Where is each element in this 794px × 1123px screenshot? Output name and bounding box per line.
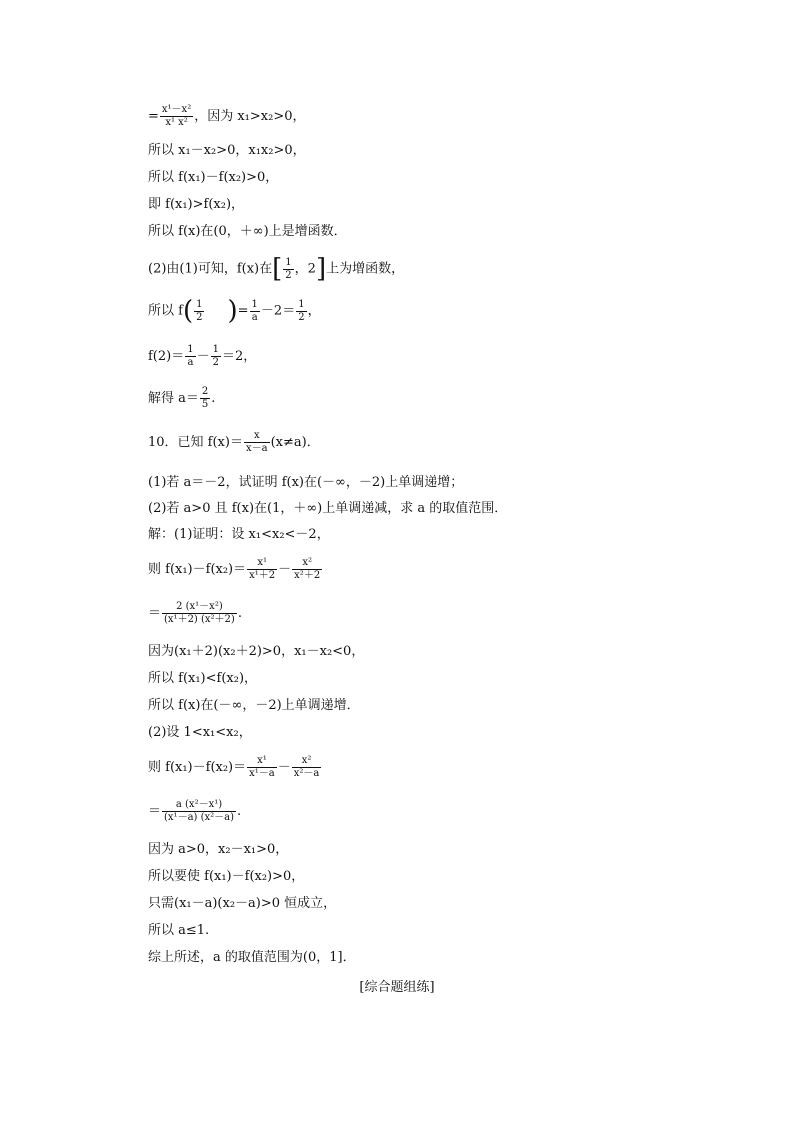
line-8: f(2)＝ $\frac{1}{a}$ － $\frac{1}{2}$ ＝2，	[148, 344, 257, 368]
line-18: 所以 f(x)在(－∞，－2)上单调递增．	[148, 698, 360, 713]
line-7: 所以 f( $\frac{1}{2}$ )= $\frac{1}{a}$ －2＝ $\frac{1}{2}$ ，	[148, 296, 321, 326]
problem-10-title: 10．已知 f(x)＝ $\frac{x}{x-a}$ (x≠a)．	[148, 430, 320, 454]
fraction: $\frac{\text{x²}}{\text{x²＋2}}$	[294, 557, 321, 581]
fraction: $\frac{2}{5}$	[201, 386, 209, 410]
line-9: 解得 a＝ $\frac{2}{5}$ .	[148, 386, 216, 410]
line-16: 因为(x₁＋2)(x₂＋2)>0，x₁－x₂<0，	[148, 644, 365, 659]
line-15: ＝ $\frac{\text{2 (x¹－x²)}}{\text{(x¹＋2) (x²＋2)}}$ .	[148, 601, 242, 625]
line-25: 所以 a≤1.	[148, 923, 210, 938]
line-4: 即 f(x₁)>f(x₂)，	[148, 197, 245, 212]
fraction: $\frac{\text{x²}}{\text{x²－a}}$	[293, 755, 320, 779]
fraction: $\frac{\text{x¹－x²}}{\text{x¹ x²}}$	[161, 104, 192, 128]
solution-start: 解：(1)证明：设 x₁<x₂<－2，	[148, 527, 330, 542]
line-5: 所以 f(x)在(0，＋∞)上是增函数．	[148, 224, 347, 239]
line-26: 综上所述，a 的取值范围为(0，1]．	[148, 950, 356, 965]
line-24: 只需(x₁－a)(x₂－a)>0 恒成立，	[148, 896, 337, 911]
fraction: $\frac{1}{2}$	[212, 344, 219, 368]
line-3: 所以 f(x₁)－f(x₂)>0，	[148, 170, 279, 185]
problem-10-part-2: (2)若 a>0 且 f(x)在(1，＋∞)上单调递减，求 a 的取值范围．	[148, 501, 508, 516]
line-20: 则 f(x₁)－f(x₂)＝ $\frac{\text{x¹}}{\text{x¹－a}}$ － $\frac{\text{x²}}{\text{x²－a}}$	[148, 755, 320, 779]
fraction: $\frac{x}{x-a}$	[245, 430, 268, 454]
line-17: 所以 f(x₁)<f(x₂)，	[148, 671, 258, 686]
line-2: 所以 x₁－x₂>0，x₁x₂>0，	[148, 143, 306, 158]
line-14: 则 f(x₁)－f(x₂)＝ $\frac{\text{x¹}}{\text{x¹＋2}}$ － $\frac{\text{x²}}{\text{x²＋2}}$	[148, 557, 321, 581]
problem-10-part-1: (1)若 a＝－2，试证明 f(x)在(－∞，－2)上单调递增；	[148, 475, 464, 490]
fraction: $\frac{1}{2}$	[298, 298, 305, 323]
line-6: (2)由(1)可知，f(x)在[ $\frac{1}{2}$ ，2]上为增函数，	[148, 254, 405, 284]
section-heading: [综合题组练]	[359, 980, 435, 995]
line-1: = $\frac{\text{x¹－x²}}{\text{x¹ x²}}$ ，因为 x₁>x₂>0，	[148, 104, 306, 128]
fraction: $\frac{1}{2}$	[285, 256, 292, 281]
line-21: ＝ $\frac{\text{a (x²－x¹)}}{\text{(x¹－a) (x²－a)}}$ .	[148, 799, 242, 823]
fraction: $\frac{\text{2 (x¹－x²)}}{\text{(x¹＋2) (x²＋2)}}$	[164, 601, 235, 625]
fraction: $\frac{1}{a}$	[187, 344, 194, 368]
fraction: $\frac{\text{a (x²－x¹)}}{\text{(x¹－a) (x²－a)}}$	[164, 799, 235, 823]
line-22: 因为 a>0，x₂－x₁>0，	[148, 842, 289, 857]
line-19: (2)设 1<x₁<x₂，	[148, 725, 252, 740]
fraction: $\frac{1}{a}$	[251, 298, 258, 323]
line-23: 所以要使 f(x₁)－f(x₂)>0，	[148, 869, 305, 884]
fraction: $\frac{1}{2}$	[196, 298, 203, 323]
fraction: $\frac{\text{x¹}}{\text{x¹－a}}$	[249, 755, 275, 779]
fraction: $\frac{\text{x¹}}{\text{x¹＋2}}$	[249, 557, 276, 581]
